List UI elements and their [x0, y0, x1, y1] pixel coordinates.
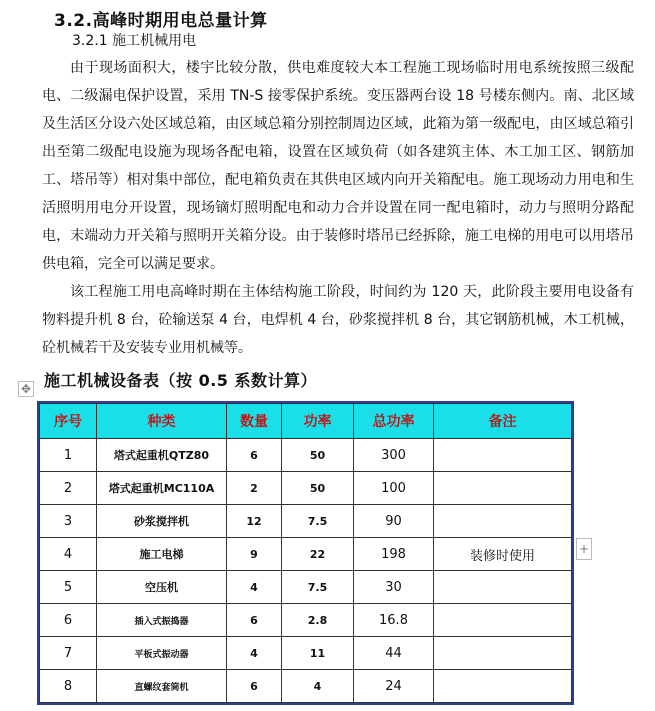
cell-total: 24 [354, 670, 434, 703]
cell-type: 平板式振动器 [97, 637, 227, 670]
cell-total: 100 [354, 472, 434, 505]
cell-type: 塔式起重机MC110A [97, 472, 227, 505]
table-row [40, 538, 572, 571]
header-total-power: 总功率 [354, 404, 434, 439]
cell-note [434, 604, 572, 637]
paragraph-power-distribution: 由于现场面积大，楼宇比较分散，供电难度较大本工程施工现场临时用电系统按照三级配电、二级漏电保护设置，采用 TN-S 接零保护系统。变压器两台设 18 号楼东侧内。南、北区域及生活区分设六处区域总箱，由区域总箱分别控制周边区域，此箱为第一级配电，由区域总箱引出至第二级配电设施为现场各配电箱，设置在区域负荷（如各建筑主体、木工加工区、钢筋加工、塔吊等）相对集中部位，配电箱负责在其供电区域内向开关箱配电。施工现场动力用电和生活照明用电分开设置，现场镝灯照明配电和动力合并设置在同一配电箱时，动力与照明分路配电，末端动力开关箱与照明开关箱分设。由于装修时塔吊已经拆除，施工电梯的用电可以用塔吊供电箱，完全可以满足要求。 [42, 60, 634, 272]
cell-qty: 6 [227, 439, 282, 472]
cell-no: 8 [40, 670, 97, 703]
table-row [40, 604, 572, 637]
cell-power: 2.8 [282, 604, 354, 637]
paragraph-peak-period: 该工程施工用电高峰时期在主体结构施工阶段，时间约为 120 天，此阶段主要用电设备有物料提升机 8 台，砼输送泵 4 台，电焊机 4 台，砂浆搅拌机 8 台，其它钢筋机械，木工机械，砼机械若干及安装专业用机械等。 [42, 284, 634, 356]
cell-no: 4 [40, 538, 97, 571]
cell-power: 22 [282, 538, 354, 571]
cell-type: 空压机 [97, 571, 227, 604]
cell-no: 7 [40, 637, 97, 670]
cell-total: 44 [354, 637, 434, 670]
cell-qty: 12 [227, 505, 282, 538]
header-no: 序号 [40, 404, 97, 439]
cell-qty: 2 [227, 472, 282, 505]
cell-power: 7.5 [282, 571, 354, 604]
table-row [40, 505, 572, 538]
table-header-row [40, 404, 572, 439]
cell-note [434, 439, 572, 472]
cell-qty: 9 [227, 538, 282, 571]
table-title: 施工机械设备表（按 0.5 系数计算） [44, 371, 317, 390]
cell-power: 50 [282, 472, 354, 505]
cell-no: 3 [40, 505, 97, 538]
cell-total: 90 [354, 505, 434, 538]
header-note: 备注 [434, 404, 572, 439]
cell-power: 50 [282, 439, 354, 472]
cell-no: 2 [40, 472, 97, 505]
add-row-plus-icon[interactable]: + [576, 538, 592, 560]
cell-note [434, 637, 572, 670]
cell-total: 198 [354, 538, 434, 571]
cell-power: 7.5 [282, 505, 354, 538]
cell-note: 装修时使用 [434, 538, 572, 571]
cell-note [434, 571, 572, 604]
cell-power: 4 [282, 670, 354, 703]
table-row [40, 637, 572, 670]
cell-type: 直螺纹套筒机 [97, 670, 227, 703]
cell-note [434, 505, 572, 538]
table-row [40, 439, 572, 472]
header-qty: 数量 [227, 404, 282, 439]
header-type: 种类 [97, 404, 227, 439]
section-heading: 3.2.高峰时期用电总量计算 [54, 11, 268, 31]
table-row [40, 571, 572, 604]
cell-qty: 6 [227, 670, 282, 703]
cell-total: 300 [354, 439, 434, 472]
cell-no: 5 [40, 571, 97, 604]
cell-type: 插入式振捣器 [97, 604, 227, 637]
table-move-icon[interactable]: ✥ [18, 381, 34, 397]
cell-no: 6 [40, 604, 97, 637]
cell-total: 30 [354, 571, 434, 604]
cell-note [434, 472, 572, 505]
equipment-table [39, 403, 572, 703]
table-row [40, 472, 572, 505]
cell-type: 砂浆搅拌机 [97, 505, 227, 538]
equipment-table-frame [37, 401, 574, 705]
header-power: 功率 [282, 404, 354, 439]
cell-no: 1 [40, 439, 97, 472]
table-row [40, 670, 572, 703]
cell-qty: 4 [227, 637, 282, 670]
cell-total: 16.8 [354, 604, 434, 637]
cell-note [434, 670, 572, 703]
subsection-heading: 3.2.1 施工机械用电 [72, 33, 197, 49]
cell-power: 11 [282, 637, 354, 670]
cell-type: 塔式起重机QTZ80 [97, 439, 227, 472]
cell-type: 施工电梯 [97, 538, 227, 571]
cell-qty: 4 [227, 571, 282, 604]
cell-qty: 6 [227, 604, 282, 637]
